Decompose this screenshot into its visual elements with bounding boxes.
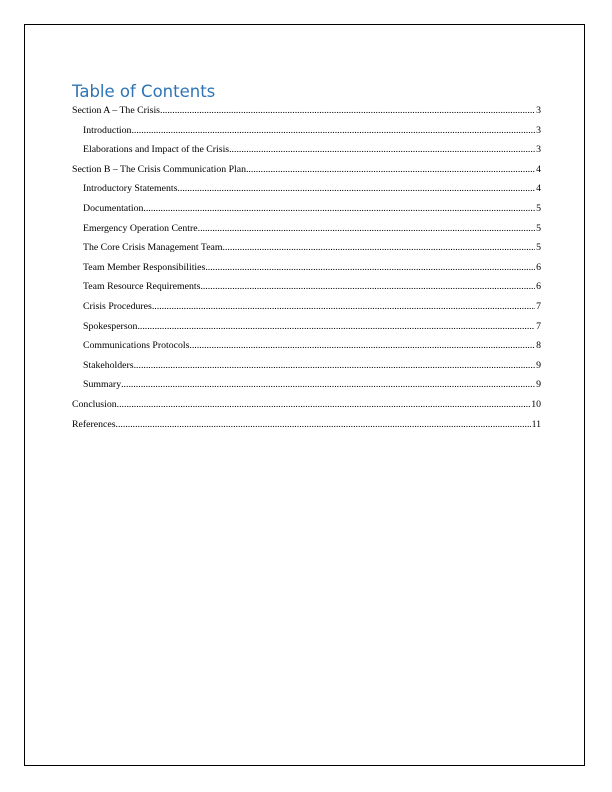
toc-entry-section-a[interactable] xyxy=(72,105,541,125)
table-of-contents xyxy=(72,82,541,438)
toc-dot-leader xyxy=(246,164,535,175)
toc-page-number: 10 xyxy=(531,398,541,410)
toc-page-number: 7 xyxy=(536,320,541,332)
toc-entry-stakeholders[interactable] xyxy=(72,360,541,380)
toc-entry-crisis-procedures[interactable] xyxy=(72,301,541,321)
toc-dot-leader xyxy=(116,419,531,430)
toc-dot-leader xyxy=(121,379,535,390)
toc-dot-leader xyxy=(137,321,535,332)
toc-entry-text: Team Member Responsibilities xyxy=(83,261,206,273)
toc-page-number: 9 xyxy=(536,359,541,371)
toc-dot-leader xyxy=(160,105,535,116)
toc-dot-leader xyxy=(177,183,535,194)
toc-page-number: 3 xyxy=(536,124,541,136)
toc-entry-text: Elaborations and Impact of the Crisis xyxy=(83,144,230,156)
toc-title: Table of Contents xyxy=(72,82,216,101)
toc-page-number: 6 xyxy=(536,261,541,273)
toc-entry-documentation[interactable] xyxy=(72,203,541,223)
toc-dot-leader xyxy=(143,203,535,214)
toc-entry-text: Introductory Statements xyxy=(83,183,178,195)
toc-page-number: 4 xyxy=(536,183,541,195)
toc-entry-text: Introduction xyxy=(83,124,132,136)
toc-entry-text: Crisis Procedures xyxy=(83,300,152,312)
toc-page-number: 7 xyxy=(536,300,541,312)
toc-entry-text: References xyxy=(72,418,116,430)
toc-dot-leader xyxy=(152,301,535,312)
toc-page-number: 8 xyxy=(536,340,541,352)
toc-entry-team-member-responsibilities[interactable] xyxy=(72,262,541,282)
toc-entry-introductory-statements[interactable] xyxy=(72,183,541,203)
toc-entry-spokesperson[interactable] xyxy=(72,321,541,341)
toc-page-number: 9 xyxy=(536,379,541,391)
toc-entry-text: The Core Crisis Management Team xyxy=(83,242,223,254)
toc-entry-section-b[interactable] xyxy=(72,164,541,184)
toc-entry-text: Stakeholders xyxy=(83,359,134,371)
toc-page-number: 5 xyxy=(536,222,541,234)
toc-page-number: 6 xyxy=(536,281,541,293)
toc-entry-text: Team Resource Requirements xyxy=(83,281,201,293)
toc-dot-leader xyxy=(229,144,535,155)
toc-dot-leader xyxy=(198,223,535,234)
toc-entry-emergency-operation-centre[interactable] xyxy=(72,223,541,243)
toc-entry-text: Communications Protocols xyxy=(83,340,190,352)
toc-entry-summary[interactable] xyxy=(72,379,541,399)
toc-entry-text: Conclusion xyxy=(72,398,117,410)
toc-entry-text: Summary xyxy=(83,379,122,391)
toc-dot-leader xyxy=(134,360,535,371)
toc-entry-elaborations[interactable] xyxy=(72,144,541,164)
toc-page-number: 5 xyxy=(536,242,541,254)
toc-page-number: 11 xyxy=(531,418,541,430)
toc-page-number: 3 xyxy=(536,144,541,156)
toc-entry-text: Emergency Operation Centre xyxy=(83,222,198,234)
toc-page-number: 3 xyxy=(536,105,541,116)
toc-entry-core-crisis-management-team[interactable] xyxy=(72,242,541,262)
toc-entry-communications-protocols[interactable] xyxy=(72,340,541,360)
toc-entry-references[interactable] xyxy=(72,419,541,439)
toc-dot-leader xyxy=(223,242,536,253)
toc-entry-text: Spokesperson xyxy=(83,320,138,332)
toc-dot-leader xyxy=(189,340,535,351)
toc-entry-text: Section A – The Crisis xyxy=(72,105,160,116)
toc-entry-introduction[interactable] xyxy=(72,125,541,145)
toc-dot-leader xyxy=(200,281,535,292)
toc-list xyxy=(72,105,541,438)
toc-dot-leader xyxy=(205,262,535,273)
toc-entry-team-resource-requirements[interactable] xyxy=(72,281,541,301)
toc-dot-leader xyxy=(117,399,531,410)
toc-dot-leader xyxy=(131,125,535,136)
toc-entry-text: Section B – The Crisis Communication Plan xyxy=(72,163,246,175)
toc-page-number: 5 xyxy=(536,202,541,214)
toc-entry-conclusion[interactable] xyxy=(72,399,541,419)
toc-entry-text: Documentation xyxy=(83,202,144,214)
toc-page-number: 4 xyxy=(536,163,541,175)
